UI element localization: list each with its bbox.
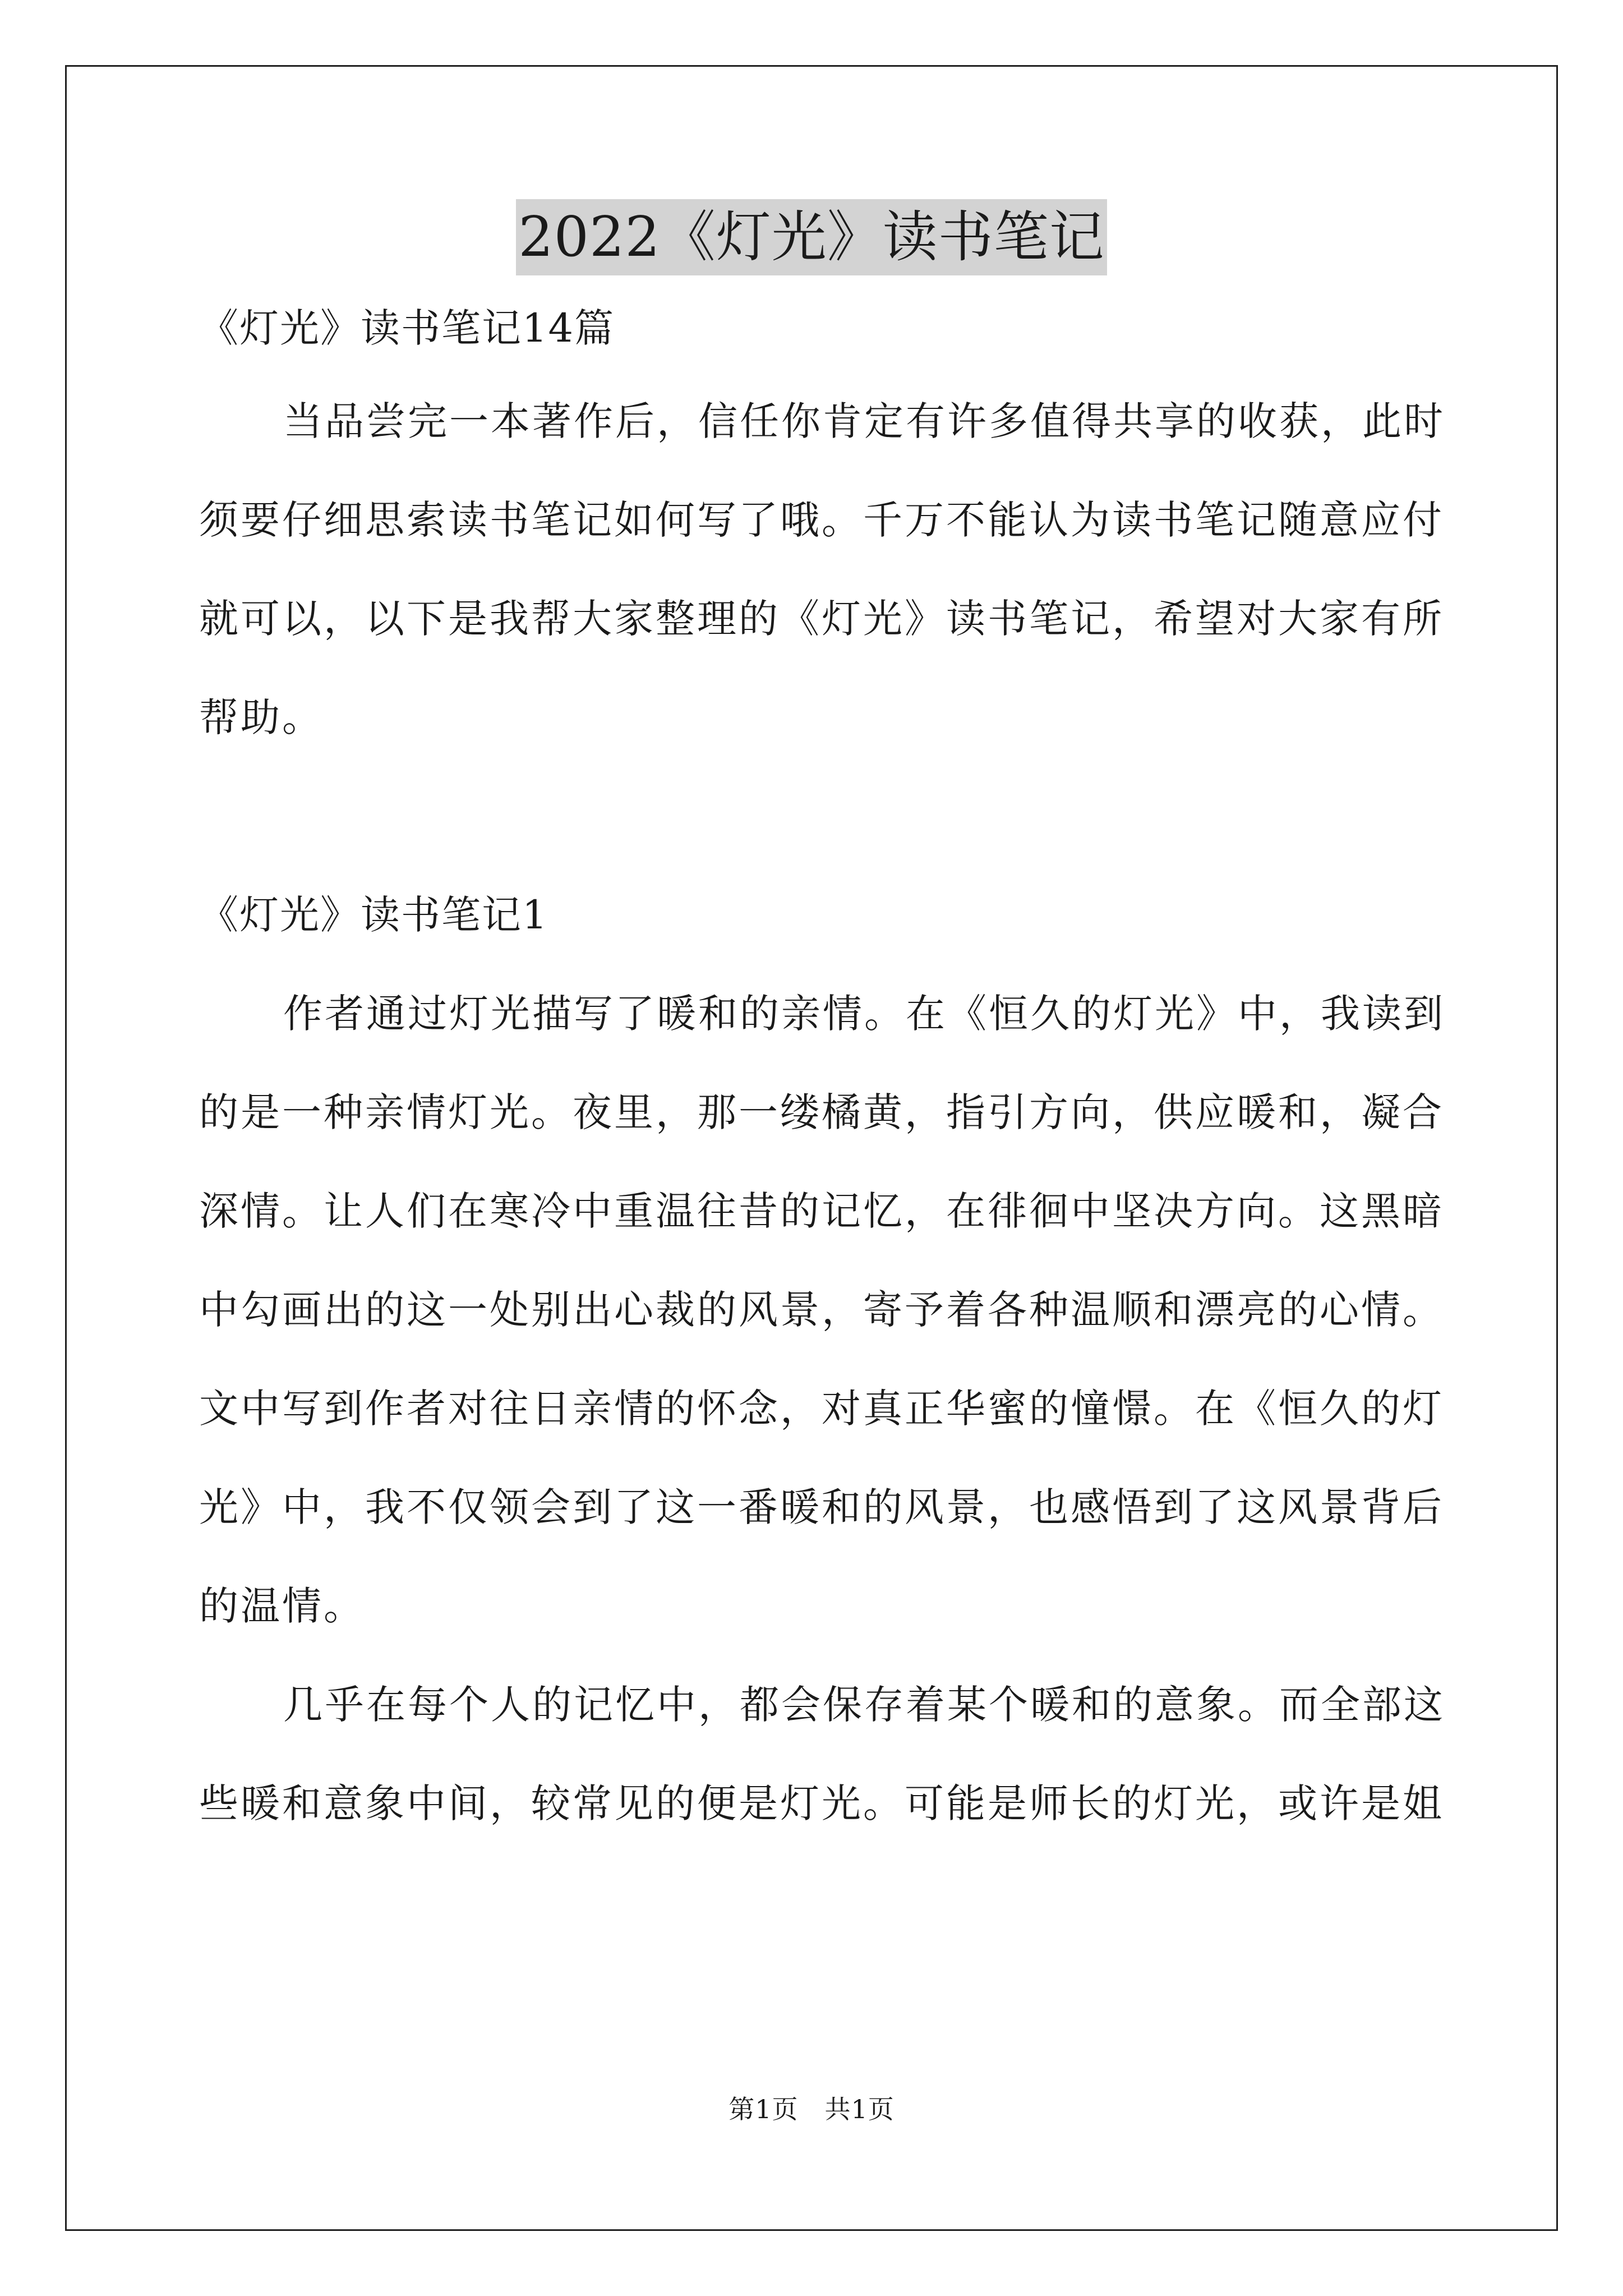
document-subtitle: 《灯光》读书笔记14篇 (199, 305, 615, 351)
section-1-para-1-line-5: 文中写到作者对往日亲情的怀念，对真正华蜜的憧憬。在《恒久的灯 (199, 1386, 1444, 1432)
document-title: 2022《灯光》读书笔记 (516, 199, 1106, 275)
intro-paragraph (199, 396, 1445, 743)
document-title-wrap (0, 199, 1623, 275)
section-1-para-2-line-2: 些暖和意象中间，较常见的便是灯光。可能是师长的灯光，或许是姐 (199, 1780, 1444, 1826)
document-body (199, 303, 1445, 1829)
section-1-paragraph-2 (199, 1680, 1445, 1829)
intro-line-2: 须要仔细思索读书笔记如何写了哦。千万不能认为读书笔记随意应付 (199, 497, 1444, 543)
page-number: 第1页 共1页 (728, 2094, 895, 2124)
section-1-para-1-line-7: 的温情。 (199, 1583, 365, 1629)
section-1-title: 《灯光》读书笔记1 (199, 892, 548, 938)
section-1-para-1-line-4: 中勾画出的这一处别出心裁的风景，寄予着各种温顺和漂亮的心情。 (199, 1287, 1444, 1333)
section-1-para-1-line-3: 深情。让人们在寒冷中重温往昔的记忆，在徘徊中坚决方向。这黑暗 (199, 1188, 1444, 1234)
section-1-para-1-line-1: 作者通过灯光描写了暖和的亲情。在《恒久的灯光》中，我读到 (283, 991, 1445, 1037)
intro-line-1: 当品尝完一本著作后，信任你肯定有许多值得共享的收获，此时 (283, 398, 1445, 444)
section-1-para-1-line-6: 光》中，我不仅领会到了这一番暖和的风景，也感悟到了这风景背后 (199, 1484, 1444, 1530)
section-1-para-1-line-2: 的是一种亲情灯光。夜里，那一缕橘黄，指引方向，供应暖和，凝合 (199, 1089, 1444, 1135)
intro-line-3: 就可以，以下是我帮大家整理的《灯光》读书笔记，希望对大家有所 (199, 596, 1444, 642)
section-1-paragraph-1 (199, 988, 1445, 1631)
section-1-para-2-line-1: 几乎在每个人的记忆中，都会保存着某个暖和的意象。而全部这 (283, 1682, 1445, 1728)
intro-line-4: 帮助。 (199, 694, 324, 740)
page-footer (0, 2092, 1623, 2126)
